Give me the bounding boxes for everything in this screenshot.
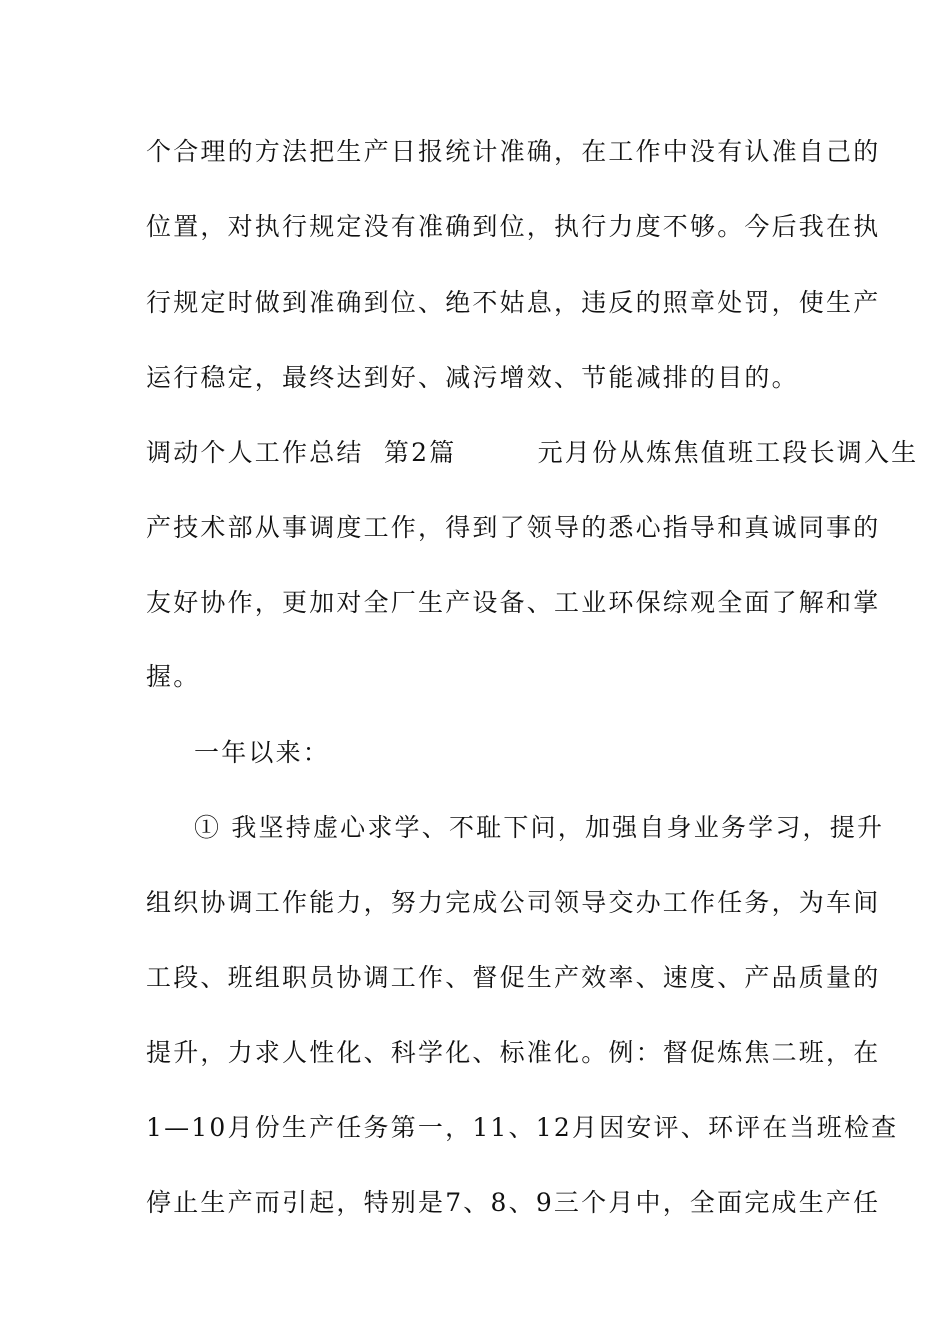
text-line: 停止生产而引起，特别是7、8、9三个月中，全面完成生产任 bbox=[146, 1188, 881, 1217]
text-line: 一年以来： bbox=[194, 738, 331, 767]
text-line: 友好协作，更加对全厂生产设备、工业环保综观全面了解和掌 bbox=[146, 588, 881, 617]
text-line: 个合理的方法把生产日报统计准确，在工作中没有认准自己的 bbox=[146, 137, 881, 166]
text-line: 提升，力求人性化、科学化、标准化。例：督促炼焦二班，在 bbox=[146, 1038, 881, 1067]
text-line: 位置，对执行规定没有准确到位，执行力度不够。今后我在执 bbox=[146, 212, 881, 241]
text-line: 运行稳定，最终达到好、减污增效、节能减排的目的。 bbox=[146, 363, 799, 392]
text-line: 组织协调工作能力，努力完成公司领导交办工作任务，为车间 bbox=[146, 888, 881, 917]
text-line: 产技术部从事调度工作，得到了领导的悉心指导和真诚同事的 bbox=[146, 513, 881, 542]
text-line: 握。 bbox=[146, 662, 201, 691]
section-heading-line: 调动个人工作总结 第2篇 元月份从炼焦值班工段长调入生 bbox=[146, 438, 919, 467]
text-line: ① 我坚持虚心求学、不耻下问，加强自身业务学习，提升 bbox=[194, 813, 885, 842]
text-line: 行规定时做到准确到位、绝不姑息，违反的照章处罚，使生产 bbox=[146, 288, 881, 317]
text-line: 1—10月份生产任务第一，11、12月因安评、环评在当班检查 bbox=[146, 1113, 899, 1142]
text-line: 工段、班组职员协调工作、督促生产效率、速度、产品质量的 bbox=[146, 963, 881, 992]
